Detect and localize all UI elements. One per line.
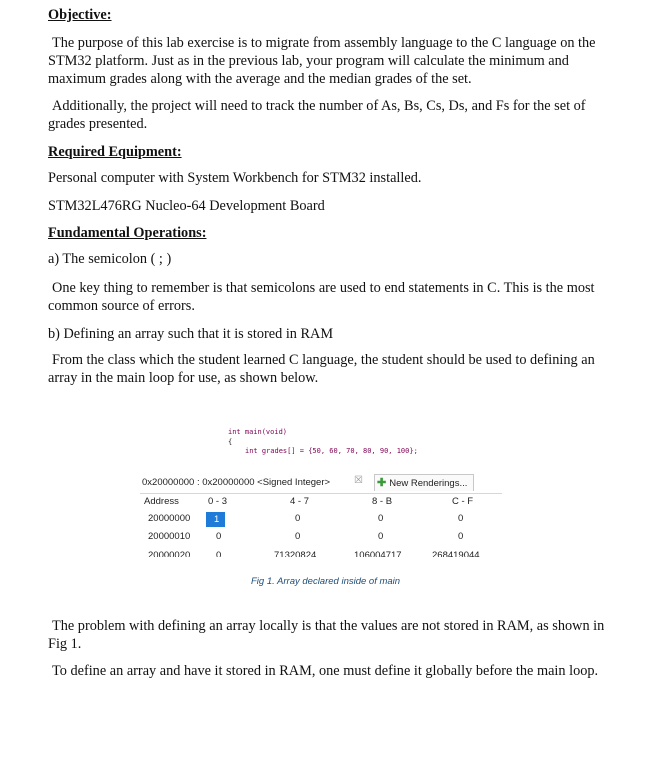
- code-line-main: int main(void): [228, 428, 288, 436]
- code-line-brace: {: [228, 437, 233, 446]
- code-snippet: [228, 428, 428, 458]
- close-icon[interactable]: ☒: [354, 475, 363, 486]
- figure-caption: Fig 1. Array declared inside of main: [251, 575, 401, 587]
- header-col-8-b: 8 - B: [372, 496, 393, 507]
- plus-icon: ✚: [377, 477, 387, 489]
- equipment-item-pc: Personal computer with System Workbench for STM32 installed.: [48, 170, 422, 186]
- cell-value[interactable]: 0: [295, 531, 301, 542]
- cell-value[interactable]: 268419044: [432, 550, 480, 557]
- table-row: [140, 549, 502, 557]
- semicolon-paragraph: One key thing to remember is that semicolons are used to end statements in C. This is the most common source of errors.: [48, 280, 595, 314]
- table-row: [140, 530, 502, 545]
- selected-cell[interactable]: 1: [206, 512, 225, 527]
- objective-paragraph-2: Additionally, the project will need to track the number of As, Bs, Cs, Ds, and Fs for the set of grades presented.: [48, 98, 586, 132]
- cell-value[interactable]: 0: [216, 550, 222, 557]
- equipment-heading: Required Equipment:: [48, 144, 182, 160]
- memory-tab-title[interactable]: 0x20000000 : 0x20000000 <Signed Integer>: [142, 477, 331, 488]
- cell-value[interactable]: 0: [458, 513, 464, 524]
- cell-value[interactable]: 106004717: [354, 550, 402, 557]
- problem-paragraph: The problem with defining an array locally is that the values are not stored in RAM, as shown in Fig 1.: [48, 618, 605, 652]
- memory-tab-bar: [140, 473, 502, 494]
- cell-value[interactable]: 0: [378, 513, 384, 524]
- cell-value[interactable]: 0: [378, 531, 384, 542]
- new-renderings-tab[interactable]: [374, 474, 474, 491]
- objective-heading: Objective:: [48, 7, 112, 23]
- header-address: Address: [144, 496, 179, 507]
- table-row: [140, 512, 502, 527]
- objective-paragraph: The purpose of this lab exercise is to migrate from assembly language to the C language on the STM32 platform. Just as in the previous lab, your program will calculate the minimum and maximum grades along with the average and the median grades of the set.: [48, 35, 596, 87]
- cell-value[interactable]: 0: [295, 513, 301, 524]
- equipment-item-board: STM32L476RG Nucleo-64 Development Board: [48, 198, 325, 214]
- row-address: 20000010: [148, 531, 191, 542]
- cell-value[interactable]: 0: [458, 531, 464, 542]
- cell-value[interactable]: 71320824: [274, 550, 317, 557]
- array-paragraph: From the class which the student learned C language, the student should be used to defining an array in the main loop for use, as shown below.: [48, 352, 595, 386]
- row-address: 20000020: [148, 550, 191, 557]
- memory-view: [140, 473, 502, 557]
- list-item-semicolon: a) The semicolon ( ; ): [48, 251, 172, 267]
- header-col-0-3: 0 - 3: [208, 496, 228, 507]
- cell-value[interactable]: 0: [216, 531, 222, 542]
- row-address: 20000000: [148, 513, 191, 524]
- header-col-4-7: 4 - 7: [290, 496, 310, 507]
- code-line-grades: int grades[] = {50, 60, 70, 80, 90, 100};: [245, 447, 418, 455]
- header-col-c-f: C - F: [452, 496, 474, 507]
- list-item-array: b) Defining an array such that it is stored in RAM: [48, 326, 334, 342]
- fundamental-heading: Fundamental Operations:: [48, 225, 207, 241]
- memory-header-row: [140, 495, 502, 510]
- define-paragraph: To define an array and have it stored in RAM, one must define it globally before the main loop.: [52, 663, 599, 679]
- new-renderings-label: New Renderings...: [389, 478, 468, 489]
